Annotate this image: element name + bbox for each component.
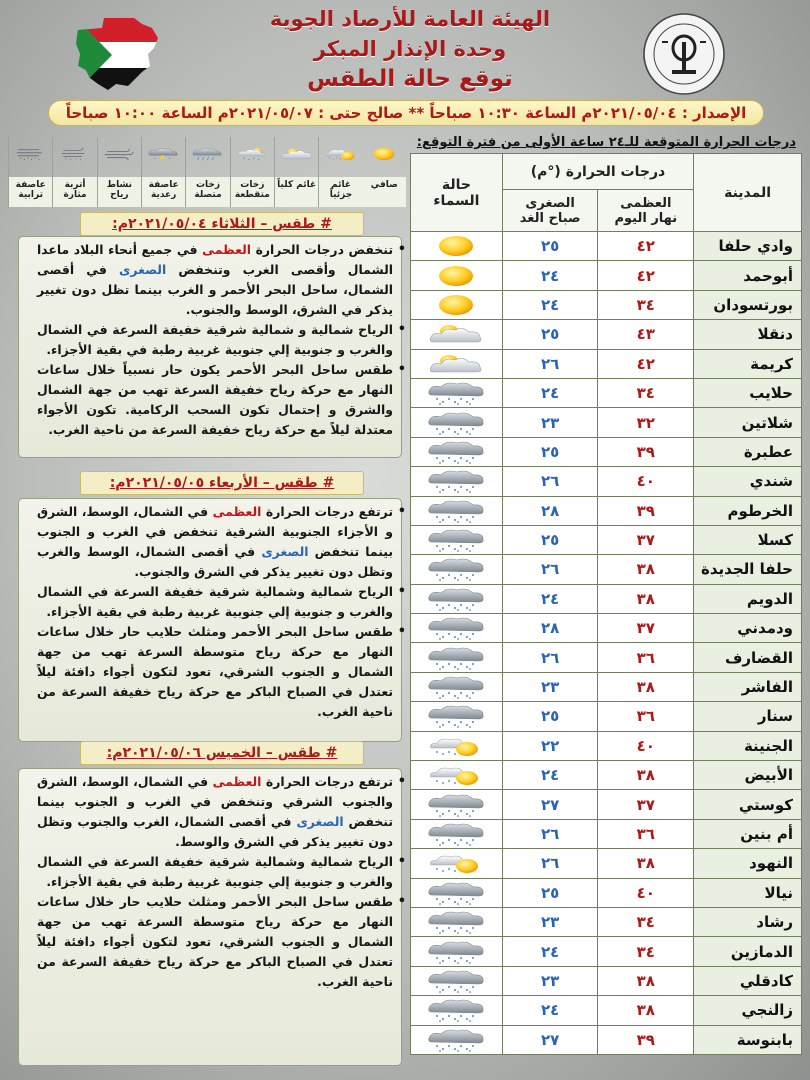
forecast-text: طقس ساحل البحر الأحمر يكون حار نسبياً خلال ساعات النهار مع حركة رياح خفيفة السرعة تهب من جهة الشمال والشرق و إحتمال تكون السحب الركامية. تكون الأجواء معتدلة ليلاً مع حركة رياح خفيفة السرعة من ناحية الغرب. (37, 362, 393, 437)
thunderstorm-icon (144, 137, 184, 171)
partly-cloudy-icon (423, 763, 489, 787)
sky-condition (411, 1025, 503, 1054)
wind-icon (99, 137, 139, 171)
legend-label: عاصفة رعدية (142, 177, 185, 207)
rain-cloud-icon (423, 822, 489, 846)
rain-cloud-icon (423, 704, 489, 728)
col-header-city: المدينة (694, 154, 802, 232)
table-row (411, 614, 802, 643)
col-header-sky (411, 154, 503, 232)
min-header-line1: الصغرى (525, 195, 575, 211)
forecast-text: الرياح شمالية وشمالية شرقية خفيفة السرعة في الشمال والغرب و جنوبية إلي جنوبية غربية رطبة في بقية الأجزاء. (37, 854, 393, 889)
issue-validity-bar: الإصدار : ٢٠٢١/٠٥/٠٤م الساعة ١٠:٣٠ صباحاً ** صالح حتى : ٢٠٢١/٠٥/٠٧م الساعة ١٠:٠٠ صباحاً (48, 100, 764, 126)
sudan-map-flag-logo (72, 14, 164, 96)
min-temp: ٢٥ (502, 320, 598, 349)
partly-cloudy-icon (423, 851, 489, 875)
city-name: كادقلي (694, 966, 802, 995)
city-name: النهود (694, 849, 802, 878)
scattered-showers-icon (232, 137, 272, 171)
cloudy-icon (423, 322, 489, 346)
rain-cloud-icon (423, 528, 489, 552)
city-name: رشاد (694, 907, 802, 936)
min-temp: ٢٧ (502, 1025, 598, 1054)
min-header-line2: صباح الغد (519, 210, 581, 226)
max-temp: ٤٠ (598, 878, 694, 907)
max-temp: ٤٠ (598, 731, 694, 760)
sunny-icon (423, 264, 489, 288)
sky-condition (411, 702, 503, 731)
max-temp: ٣٨ (598, 966, 694, 995)
forecast-text: في جميع أنحاء البلاد ماعدا الشمال وأقصى الغرب وتنخفض (37, 242, 393, 277)
min-temp: ٢٥ (502, 232, 598, 261)
max-temp: ٣٩ (598, 496, 694, 525)
table-row (411, 467, 802, 496)
forecast-text: العظمى (202, 242, 251, 257)
table-row (411, 849, 802, 878)
forecast-text: طقس ساحل البحر الأحمر ومثلث حلايب حار خلال ساعات النهار مع حركة رياح متوسطة السرعة تهب من جهة الشمال و الجنوب الشرقي، تعود لتكون أجواء دافئة ليلاً تعتدل في الصباح الباكر مع حركة رياح خفيفة السرعة من ناحية الغرب. (37, 894, 393, 989)
forecast-text: الصغرى (119, 262, 167, 277)
city-name: الفاشر (694, 672, 802, 701)
min-temp: ٢٣ (502, 672, 598, 701)
table-row (411, 907, 802, 936)
sky-condition (411, 437, 503, 466)
table-row (411, 496, 802, 525)
dust-storm-icon (11, 137, 51, 171)
rain-cloud-icon (423, 646, 489, 670)
day-forecast-box (18, 236, 402, 458)
rain-cloud-icon (423, 940, 489, 964)
table-row (411, 790, 802, 819)
max-header-line2: نهار اليوم (614, 210, 678, 226)
forecast-bullet (37, 892, 393, 992)
min-temp: ٢٧ (502, 790, 598, 819)
min-temp: ٢٦ (502, 555, 598, 584)
min-temp: ٢٦ (502, 819, 598, 848)
min-temp: ٢٤ (502, 996, 598, 1025)
min-temp: ٢٦ (502, 467, 598, 496)
table-row (411, 349, 802, 378)
city-name: كوستي (694, 790, 802, 819)
min-temp: ٢٨ (502, 614, 598, 643)
table-row (411, 819, 802, 848)
max-temp: ٣٩ (598, 437, 694, 466)
max-temp: ٣٢ (598, 408, 694, 437)
max-temp: ٣٤ (598, 290, 694, 319)
sky-condition (411, 761, 503, 790)
forecast-text: ترتفع درجات الحرارة (261, 504, 393, 519)
header-title-block (200, 4, 620, 94)
city-name: أبوحمد (694, 261, 802, 290)
sky-condition (411, 349, 503, 378)
showers-icon (188, 137, 228, 171)
forecast-bullet (37, 502, 393, 582)
city-name: عطبرة (694, 437, 802, 466)
sky-condition (411, 378, 503, 407)
partly-cloudy-icon (321, 137, 361, 171)
legend-item (141, 137, 185, 207)
forecast-bullet (37, 852, 393, 892)
min-temp: ٢٤ (502, 937, 598, 966)
city-name: حلفا الجديدة (694, 555, 802, 584)
max-temp: ٣٧ (598, 614, 694, 643)
forecast-text: الصغرى (261, 544, 309, 559)
sky-condition (411, 496, 503, 525)
city-name: الجنينة (694, 731, 802, 760)
table-row (411, 937, 802, 966)
forecast-text: الرياح شمالية وشمالية شرقية خفيفة السرعة في الشمال والغرب و جنوبية إلي جنوبية غربية رطبة في بقية الأجزاء. (37, 584, 393, 619)
legend-label: صافي (363, 177, 406, 207)
table-row (411, 966, 802, 995)
table-row (411, 437, 802, 466)
day-title: # طقس – الأربعاء ٢٠٢١/٠٥/٠٥م: (80, 471, 364, 495)
col-header-temperature: درجات الحرارة (°م) (502, 154, 693, 190)
table-row (411, 320, 802, 349)
sky-condition (411, 937, 503, 966)
min-temp: ٢٤ (502, 378, 598, 407)
day-forecast-box (18, 498, 402, 742)
city-name: سنار (694, 702, 802, 731)
legend-item (230, 137, 274, 207)
sky-condition (411, 643, 503, 672)
legend-item (318, 137, 362, 207)
table-row (411, 584, 802, 613)
max-temp: ٣٨ (598, 555, 694, 584)
forecast-title: توقع حالة الطقس (307, 66, 513, 92)
legend-label: زخات متصلة (186, 177, 229, 207)
table-row (411, 1025, 802, 1054)
city-name: زالنجي (694, 996, 802, 1025)
sky-condition (411, 555, 503, 584)
table-row (411, 525, 802, 554)
col-header-min (502, 190, 598, 232)
max-temp: ٣٦ (598, 643, 694, 672)
sky-condition (411, 232, 503, 261)
city-name: كسلا (694, 525, 802, 554)
rain-cloud-icon (423, 616, 489, 640)
rain-cloud-icon (423, 381, 489, 405)
day-forecast-box (18, 768, 402, 1066)
city-name: شلاتين (694, 408, 802, 437)
min-temp: ٢٦ (502, 849, 598, 878)
forecast-bullet (37, 622, 393, 722)
max-temp: ٣٤ (598, 907, 694, 936)
day-title: # طقس – الثلاثاء ٢٠٢١/٠٥/٠٤م: (80, 212, 364, 236)
min-temp: ٢٥ (502, 878, 598, 907)
sky-condition (411, 261, 503, 290)
city-name: كريمة (694, 349, 802, 378)
legend-item (363, 137, 406, 207)
blowing-dust-icon (55, 137, 95, 171)
forecast-text: العظمى (212, 774, 262, 789)
forecast-text: ترتفع درجات الحرارة (261, 774, 393, 789)
sky-condition (411, 966, 503, 995)
max-temp: ٣٨ (598, 672, 694, 701)
sunny-icon (364, 137, 404, 171)
sky-condition (411, 320, 503, 349)
min-temp: ٢٤ (502, 290, 598, 319)
forecast-bullet (37, 582, 393, 622)
table-row (411, 702, 802, 731)
forecast-bullet (37, 360, 393, 440)
rain-cloud-icon (423, 1028, 489, 1052)
legend-label: نشاط رياح (98, 177, 141, 207)
city-name: شندي (694, 467, 802, 496)
table-row (411, 672, 802, 701)
table-caption: درجات الحرارة المتوقعة للـ٢٤ ساعة الأولى من فترة التوقع: (416, 135, 796, 150)
temperature-table (410, 153, 802, 1055)
sky-condition (411, 907, 503, 936)
sky-condition (411, 996, 503, 1025)
city-name: الدويم (694, 584, 802, 613)
rain-cloud-icon (423, 469, 489, 493)
max-temp: ٣٩ (598, 1025, 694, 1054)
rain-cloud-icon (423, 969, 489, 993)
min-temp: ٢٦ (502, 349, 598, 378)
city-name: الدمازين (694, 937, 802, 966)
sky-header-line1: حالة (441, 176, 471, 193)
rain-cloud-icon (423, 675, 489, 699)
min-temp: ٢٣ (502, 907, 598, 936)
legend-label: غائم جزئياً (319, 177, 362, 207)
sky-condition (411, 790, 503, 819)
table-row (411, 378, 802, 407)
legend-item (274, 137, 318, 207)
forecast-text: في الشمال، الوسط، الشرق و الأجزاء الجنوبية الشرقية تنخفض في الغرب و الجنوب بينما تنخفض (37, 504, 393, 559)
max-temp: ٣٧ (598, 790, 694, 819)
rain-cloud-icon (423, 587, 489, 611)
table-row (411, 878, 802, 907)
max-temp: ٣٤ (598, 937, 694, 966)
forecast-bullet (37, 320, 393, 360)
sky-condition (411, 467, 503, 496)
legend-item (52, 137, 96, 207)
city-name: بابنوسة (694, 1025, 802, 1054)
rain-cloud-icon (423, 881, 489, 905)
city-name: نيالا (694, 878, 802, 907)
legend-item (97, 137, 141, 207)
max-temp: ٣٨ (598, 996, 694, 1025)
max-temp: ٤٠ (598, 467, 694, 496)
city-name: ودمدني (694, 614, 802, 643)
max-temp: ٣٨ (598, 584, 694, 613)
sky-condition (411, 731, 503, 760)
rain-cloud-icon (423, 557, 489, 581)
city-name: الخرطوم (694, 496, 802, 525)
meteorological-authority-emblem (642, 12, 726, 96)
city-name: القضارف (694, 643, 802, 672)
max-temp: ٤٢ (598, 232, 694, 261)
max-temp: ٣٧ (598, 525, 694, 554)
table-row (411, 996, 802, 1025)
weather-icon-legend (8, 137, 406, 207)
legend-label: غائم كلياً (275, 177, 318, 207)
table-row (411, 643, 802, 672)
rain-cloud-icon (423, 998, 489, 1022)
rain-cloud-icon (423, 793, 489, 817)
forecast-text: في أقصى الشمال، ساحل البحر الأحمر و الغرب بينما تظل دون تغيير يذكر في الشرق، الوسط والجنوب. (37, 262, 393, 317)
sky-condition (411, 819, 503, 848)
city-name: أم بنين (694, 819, 802, 848)
min-temp: ٢٤ (502, 261, 598, 290)
min-temp: ٢٥ (502, 525, 598, 554)
max-temp: ٤٢ (598, 261, 694, 290)
day-title: # طقس – الخميس ٢٠٢١/٠٥/٠٦م: (80, 741, 364, 765)
max-temp: ٣٨ (598, 761, 694, 790)
table-row (411, 261, 802, 290)
authority-name: الهيئة العامة للأرصاد الجوية (269, 7, 551, 31)
forecast-text: تنخفض درجات الحرارة (250, 242, 393, 257)
legend-label: أتربة مثارة (53, 177, 96, 207)
city-name: دنقلا (694, 320, 802, 349)
sky-condition (411, 849, 503, 878)
table-row (411, 555, 802, 584)
min-temp: ٢٤ (502, 761, 598, 790)
min-temp: ٢٤ (502, 584, 598, 613)
rain-cloud-icon (423, 440, 489, 464)
forecast-text: طقس ساحل البحر الأحمر ومثلث حلايب حار خلال ساعات النهار مع حركة رياح متوسطة السرعة تهب من جهة الشمال و الجنوب الشرقي، تعود لتكون أجواء دافئة ليلاً تعتدل في الصباح الباكر مع حركة رياح خفيفة السرعة من ناحية الغرب. (37, 624, 393, 719)
max-temp: ٣٦ (598, 702, 694, 731)
col-header-max (598, 190, 694, 232)
city-name: حلايب (694, 378, 802, 407)
forecast-bullet (37, 240, 393, 320)
sunny-icon (423, 234, 489, 258)
forecast-text: في أقصى الشمال، الغرب والجنوب وتظل دون تغيير يذكر في الشرق والوسط. (37, 814, 393, 849)
sky-condition (411, 672, 503, 701)
min-temp: ٢٥ (502, 437, 598, 466)
max-temp: ٤٣ (598, 320, 694, 349)
min-temp: ٢٣ (502, 966, 598, 995)
sky-condition (411, 290, 503, 319)
min-temp: ٢٣ (502, 408, 598, 437)
legend-item (8, 137, 52, 207)
rain-cloud-icon (423, 411, 489, 435)
table-row (411, 761, 802, 790)
sky-condition (411, 878, 503, 907)
forecast-text: في الشمال، الوسط، الشرق والجنوب الشرقي وتنخفض في الغرب و الجنوب بينما تنخفض (37, 774, 393, 829)
sky-condition (411, 584, 503, 613)
min-temp: ٢٥ (502, 702, 598, 731)
table-row (411, 731, 802, 760)
sky-condition (411, 614, 503, 643)
forecast-bullet (37, 772, 393, 852)
city-name: وادي حلفا (694, 232, 802, 261)
table-row (411, 232, 802, 261)
max-temp: ٤٢ (598, 349, 694, 378)
max-temp: ٣٦ (598, 819, 694, 848)
forecast-text: العظمى (212, 504, 262, 519)
max-temp: ٣٨ (598, 849, 694, 878)
legend-label: زخات متقطعة (231, 177, 274, 207)
city-name: الأبيض (694, 761, 802, 790)
sky-header-line2: السماء (433, 192, 480, 209)
min-temp: ٢٨ (502, 496, 598, 525)
table-row (411, 408, 802, 437)
rain-cloud-icon (423, 910, 489, 934)
cloudy-icon (277, 137, 317, 171)
partly-cloudy-icon (423, 734, 489, 758)
sky-condition (411, 408, 503, 437)
legend-label: عاصفة ترابية (9, 177, 52, 207)
forecast-text: في أقصى الشمال، الوسط والغرب وتظل دون تغيير يذكر في الشرق والجنوب. (37, 544, 393, 579)
forecast-text: الرياح شمالية و شمالية شرقية خفيفة السرعة في الشمال والغرب و جنوبية إلي جنوبية غربية رطبة في بقية الأجزاء. (37, 322, 393, 357)
cloudy-icon (423, 352, 489, 376)
table-row (411, 290, 802, 319)
forecast-text: الصغرى (296, 814, 344, 829)
sunny-icon (423, 293, 489, 317)
min-temp: ٢٦ (502, 643, 598, 672)
sky-condition (411, 525, 503, 554)
min-temp: ٢٢ (502, 731, 598, 760)
max-temp: ٣٤ (598, 378, 694, 407)
unit-name: وحدة الإنذار المبكر (313, 37, 507, 61)
legend-item (185, 137, 229, 207)
max-header-line1: العظمى (620, 195, 672, 211)
city-name: بورتسودان (694, 290, 802, 319)
rain-cloud-icon (423, 499, 489, 523)
